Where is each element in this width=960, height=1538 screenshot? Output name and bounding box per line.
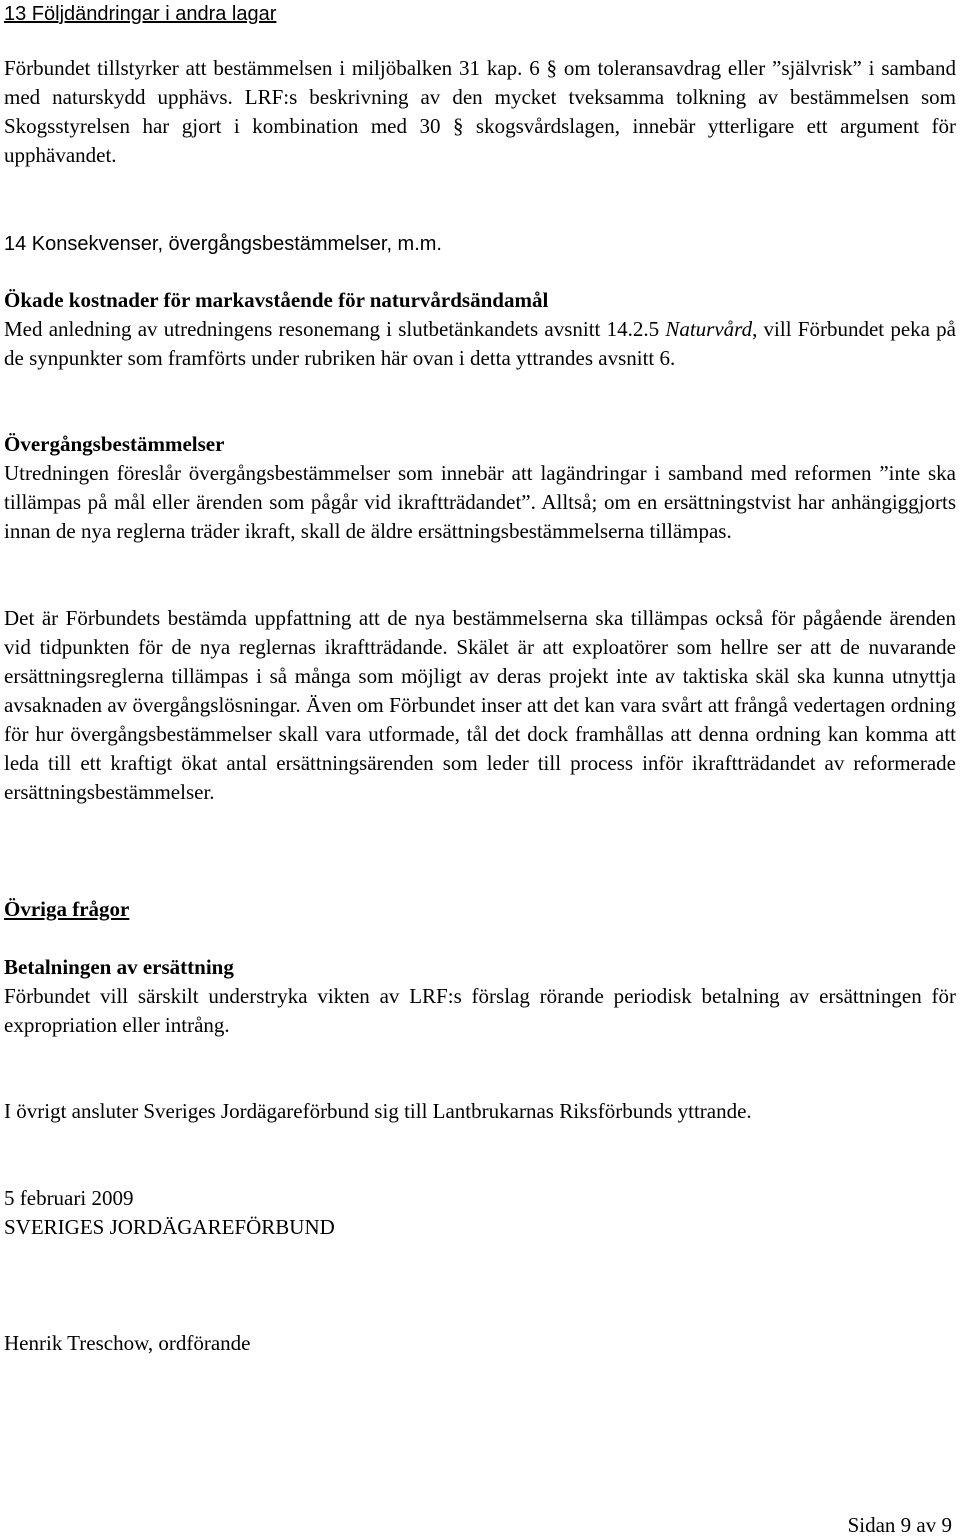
page-number: Sidan 9 av 9 xyxy=(847,1513,952,1537)
costs-paragraph-italic: Naturvård xyxy=(665,317,753,341)
costs-paragraph-text-1: Med anledning av utredningens resonemang i slutbetänkandets avsnitt 14.2.5 xyxy=(4,317,666,341)
transitional-paragraph: Utredningen föreslår övergångsbestämmelser som innebär att lagändringar i samband med reformen ”inte ska tillämpas på mål eller ärenden som pågår vid ikraftträdandet”. Alltså; om en ersättningstvist har anhängiggjorts innan de nya reglerna träder ikraft, skall de äldre ersättningsbestämmelserna tillämpas. xyxy=(4,461,956,543)
section-13-heading: 13 Följdändringar i andra lagar xyxy=(4,3,277,25)
subheading-transitional: Övergångsbestämmelser xyxy=(4,432,225,456)
subheading-payment: Betalningen av ersättning xyxy=(4,955,234,979)
position-paragraph: Det är Förbundets bestämda uppfattning att de nya bestämmelserna ska tillämpas också för pågående ärenden vid tidpunkten för de nya reglernas ikraftträdande. Skälet är att exploatörer som hellre ser att de nuvarande ersättningsreglerna tillämpas i så många som möjligt av deras projekt inte av taktiska skäl ska kunna utnyttja avsaknaden av övergångslösningar. Även om Förbundet inser att det kan vara svårt att frångå vedertagen ordning för hur övergångsbestämmelser skall vara utformade, tål det dock framhållas att denna ordning kan komma att leda till ett kraftigt ökat antal ersättningsärenden som leder till process inför ikraftträdandet av reformerade ersättningsbestämmelser. xyxy=(4,606,956,804)
subheading-costs: Ökade kostnader för markavstående för naturvårdsändamål xyxy=(4,288,549,312)
signature-organization: SVERIGES JORDÄGAREFÖRBUND xyxy=(4,1215,335,1239)
closing-paragraph: I övrigt ansluter Sveriges Jordägareförbund sig till Lantbrukarnas Riksförbunds yttrande. xyxy=(4,1099,752,1123)
signature-name: Henrik Treschow, ordförande xyxy=(4,1331,251,1355)
costs-paragraph-text-2: , vill Förbundet peka på de synpunkter som framförts under rubriken här ovan i detta yttrandes avsnitt 6. xyxy=(4,317,956,370)
section-13-paragraph: Förbundet tillstyrker att bestämmelsen i miljöbalken 31 kap. 6 § om toleransavdrag eller ”självrisk” i samband med naturskydd upphävs. LRF:s beskrivning av den mycket tveksamma tolkning av bestämmelsen som Skogsstyrelsen har gjort i kombination med 30 § skogsvårdslagen, innebär ytterligare ett argument för upphävandet. xyxy=(4,56,956,167)
other-questions-heading: Övriga frågor xyxy=(4,897,130,921)
signature-date: 5 februari 2009 xyxy=(4,1186,134,1210)
payment-paragraph: Förbundet vill särskilt understryka vikten av LRF:s förslag rörande periodisk betalning av ersättningen för expropriation eller intrång. xyxy=(4,984,956,1037)
section-14-heading: 14 Konsekvenser, övergångsbestämmelser, m.m. xyxy=(4,233,442,255)
costs-paragraph xyxy=(4,315,956,373)
